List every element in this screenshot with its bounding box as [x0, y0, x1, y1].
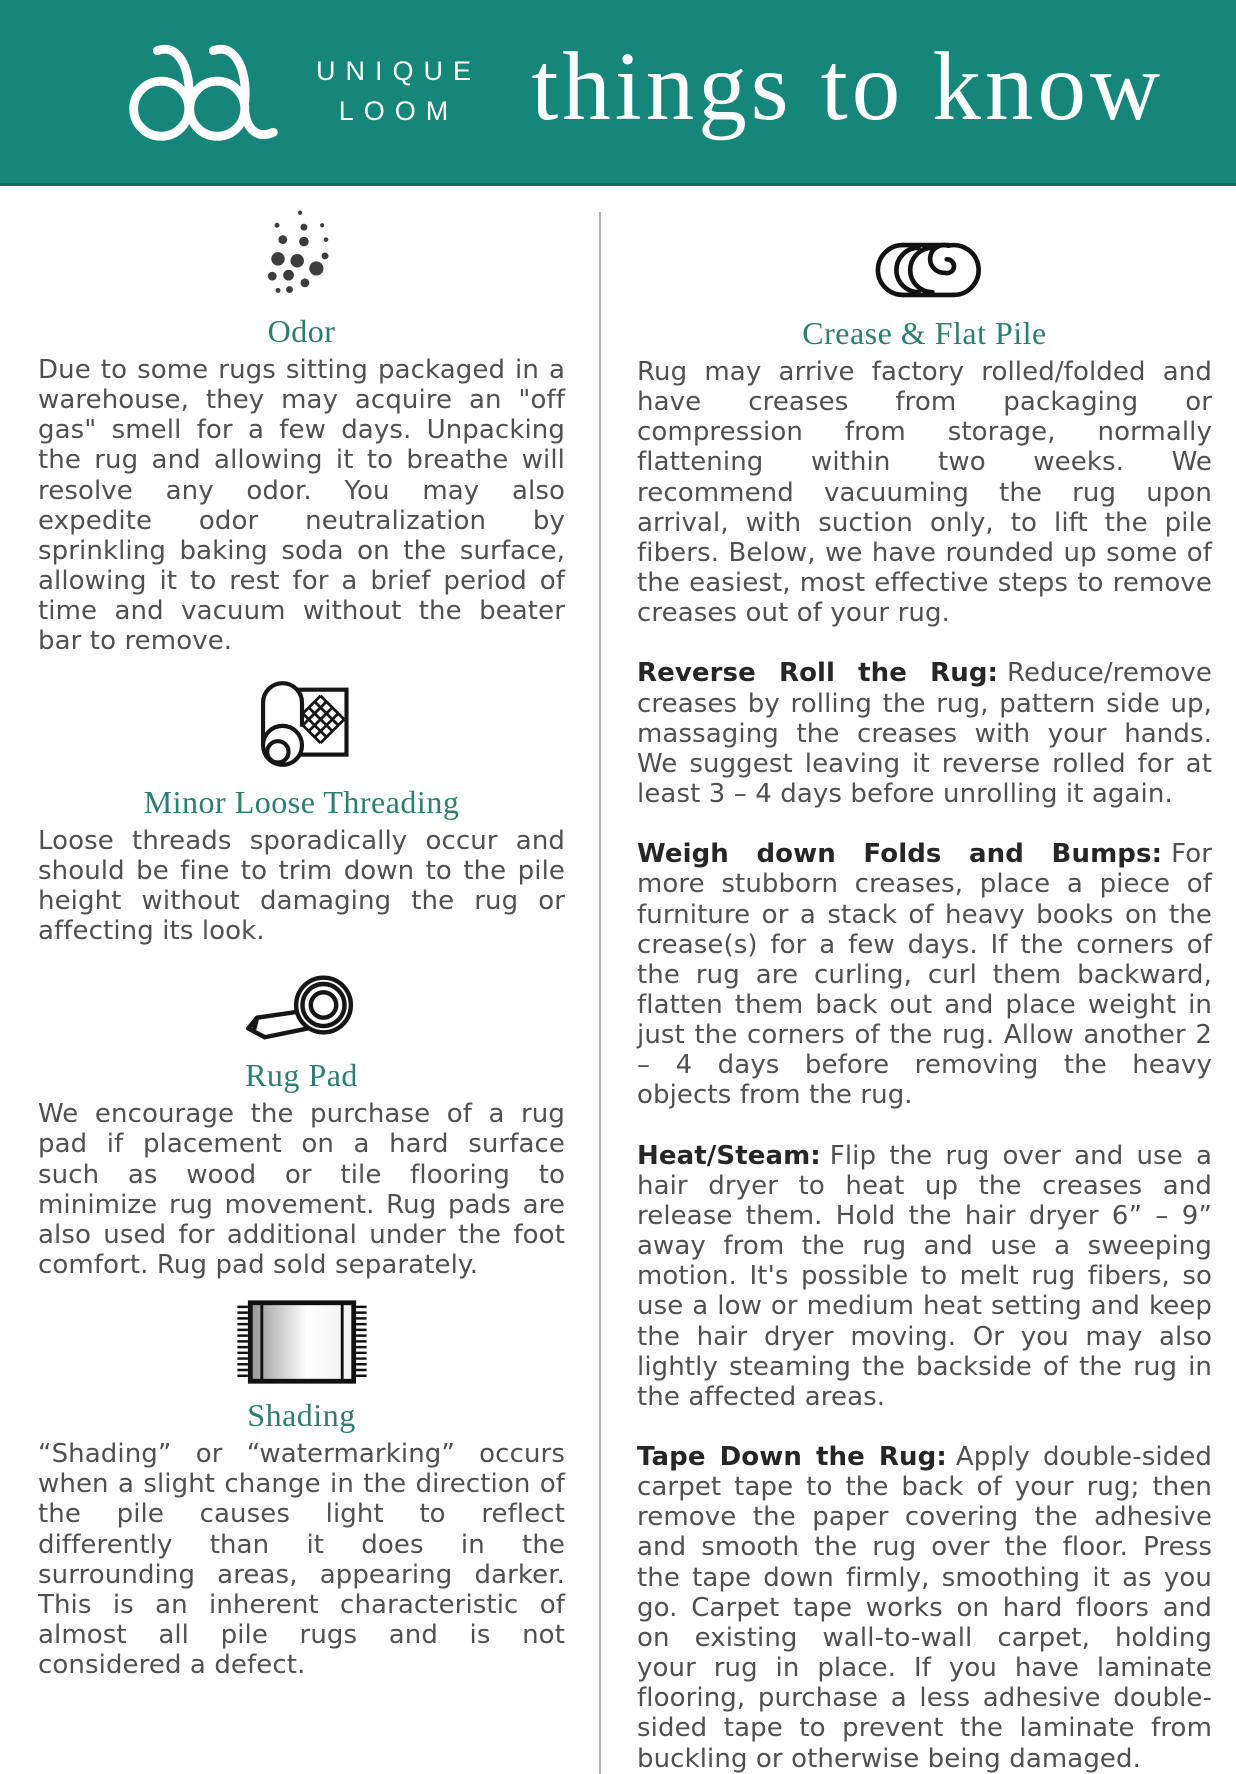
brand-name-line1: UNIQUE [316, 56, 482, 87]
tip-heat-steam [637, 1141, 1212, 1412]
brand-name-line2: LOOM [338, 95, 459, 126]
tip-text-heat-steam: Flip the rug over and use a hair dryer to heat up the creases and release them. Hold the hair dryer 6” – 9” away from the rug and use a sweeping motion. It's possible to melt rug fibers, so use a low or medium heat setting and keep the hair dryer moving. Or you may also lightly steaming the backside of the rug in the affected areas. [637, 1140, 1212, 1412]
section-heading-loose-threading: Minor Loose Threading [143, 783, 460, 820]
tip-label-heat-steam: Heat/Steam: [637, 1140, 821, 1171]
rolled-rug-threading-icon [38, 673, 565, 775]
section-heading-rug-pad: Rug Pad [245, 1057, 358, 1094]
header-banner [0, 0, 1236, 186]
content-area [0, 186, 1236, 1774]
tip-label-reverse-roll: Reverse Roll the Rug: [637, 658, 999, 689]
tip-text-tape-down: Apply double-sided carpet tape to the back of your rug; then remove the paper covering the adhesive and smooth the rug over the floor. Press the tape down firmly, smoothing it as you go. Carpet tape works on hard floors and on existing wall-to-wall carpet, holding your rug in place. If you have laminate flooring, purchase a less adhesive double-sided tape to prevent the laminate from buckling or otherwise being damaged. [637, 1442, 1212, 1774]
tip-tape-down [637, 1442, 1212, 1774]
tip-weigh-down [637, 839, 1212, 1110]
section-rug-pad [38, 962, 565, 1280]
tip-label-tape-down: Tape Down the Rug: [637, 1442, 947, 1472]
tip-text-weigh-down: For more stubborn creases, place a piece of furniture or a stack of heavy books on the crease(s) for a few days. If the corners of the rug are curling, curl them backward, flatten them back out and place weight in just the corners of the rug. Allow another 2 – 4 days before removing the heavy objects from the rug. [637, 839, 1212, 1111]
unique-loom-logo-icon [110, 33, 296, 151]
column-divider [599, 212, 601, 1774]
section-body-rug-pad: We encourage the purchase of a rug pad if placement on a hard surface such as wood or tile flooring to minimize rug movement. Rug pads are also used for additional under the foot comfort. Rug pad sold separately. [38, 1099, 565, 1280]
tip-text-reverse-roll: Reduce/remove creases by rolling the rug, pattern side up, massaging the creases with your hands. We suggest leaving it reverse rolled for at least 3 – 4 days before unrolling it again. [637, 658, 1212, 810]
page-title: things to know [531, 33, 1164, 140]
section-body-shading: “Shading” or “watermarking” occurs when a slight change in the direction of the pile causes light to reflect differently than it does in the surrounding areas, appearing darker. This is an inherent characteristic of almost all pile rugs and is not considered a defect. [38, 1439, 565, 1681]
rug-pad-roll-icon [38, 962, 565, 1048]
section-heading-crease-flat-pile: Crease & Flat Pile [802, 315, 1047, 351]
brand-name [316, 52, 481, 130]
brand-block [110, 33, 481, 151]
tip-label-weigh-down: Weigh down Folds and Bumps: [637, 839, 1163, 870]
section-heading-odor: Odor [267, 313, 336, 349]
odor-particles-icon [38, 206, 565, 304]
rolled-rug-crease-icon [637, 234, 1212, 306]
section-loose-threading [38, 673, 565, 947]
section-shading [38, 1296, 565, 1680]
section-odor [38, 206, 565, 657]
section-body-odor: Due to some rugs sitting packaged in a warehouse, they may acquire an "off gas" smell for a few days. Unpacking the rug and allowing it to breathe will resolve any odor. You may also expedite odor neutralization by sprinkling baking soda on the surface, allowing it to rest for a brief period of time and vacuum without the beater bar to remove. [38, 355, 565, 657]
tip-reverse-roll [637, 658, 1212, 809]
shaded-rug-icon [38, 1296, 565, 1388]
section-crease-flat-pile [637, 234, 1212, 1774]
left-column [38, 206, 565, 1774]
right-column [637, 206, 1212, 1774]
section-intro-crease-flat-pile: Rug may arrive factory rolled/folded and have creases from packaging or compression from storage, normally flattening within two weeks. We recommend vacuuming the rug upon arrival, with suction only, to lift the pile fibers. Below, we have rounded up some of the easiest, most effective steps to remove creases out of your rug. [637, 357, 1212, 629]
section-heading-shading: Shading [247, 1397, 356, 1434]
section-body-loose-threading: Loose threads sporadically occur and should be fine to trim down to the pile height without damaging the rug or affecting its look. [38, 825, 565, 947]
